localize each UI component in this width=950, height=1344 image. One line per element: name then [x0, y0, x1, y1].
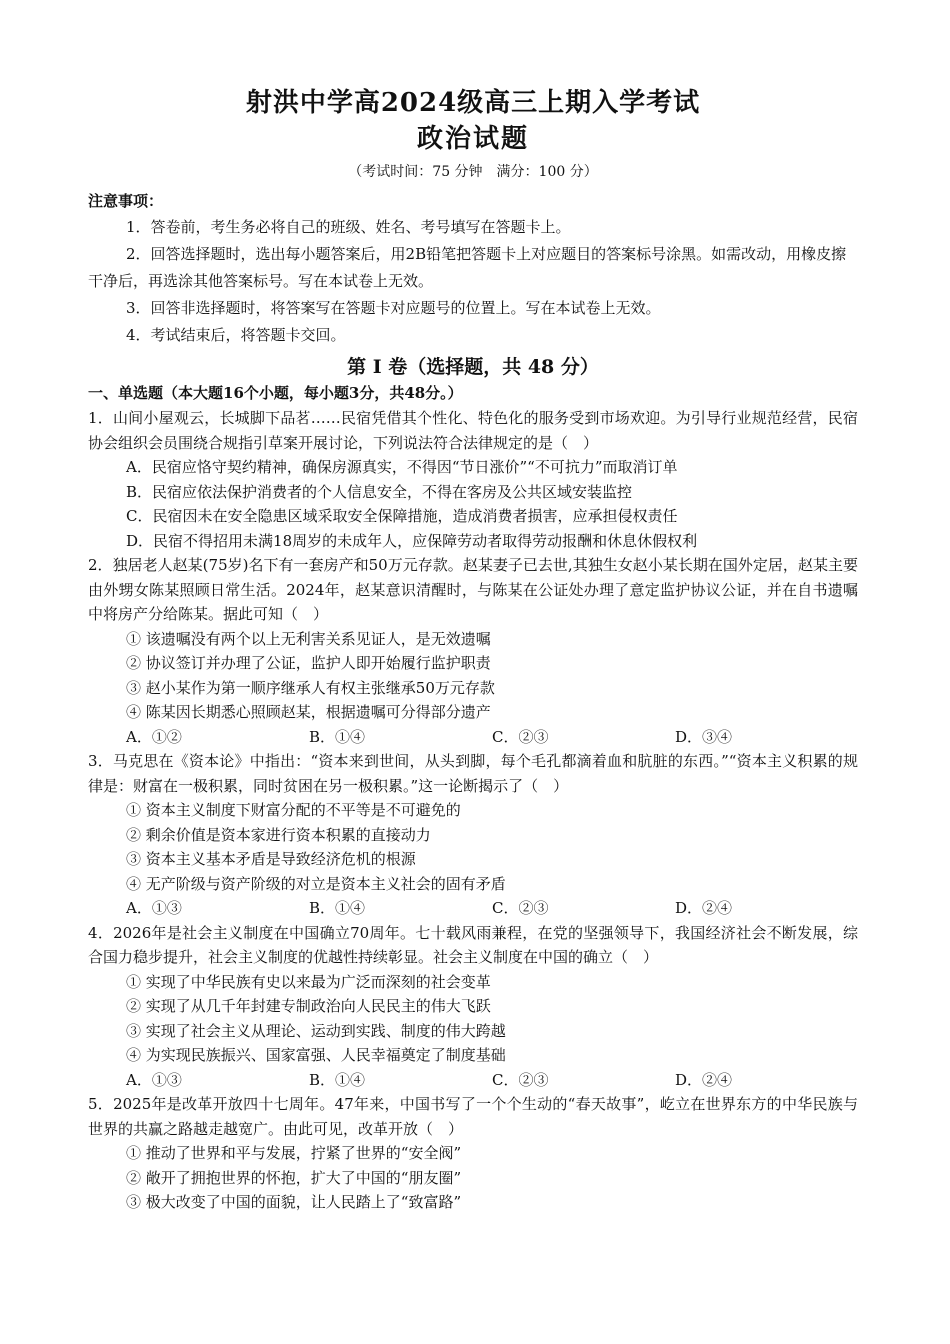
question-3-stem: 3．马克思在《资本论》中指出：“资本来到世间，从头到脚，每个毛孔都滴着血和肮脏的东西。”“资本主义积累的规律是：财富在一极积累，同时贫困在另一极积累。”这一论断揭示了（ ） — [88, 752, 858, 795]
question-3-item: ① 资本主义制度下财富分配的不平等是不可避免的 — [126, 801, 461, 819]
section-title: 第 I 卷（选择题，共 48 分） — [347, 356, 599, 378]
exam-title: 射洪中学高2024级高三上期入学考试 — [245, 88, 701, 118]
question-1-option-d: D．民宿不得招用未满18周岁的未成年人，应保障劳动者取得劳动报酬和休息休假权利 — [126, 531, 698, 550]
choice-a: A．①③ — [126, 1070, 182, 1089]
exam-page — [88, 88, 858, 1215]
choice-c: C．②③ — [492, 1070, 549, 1089]
question-4-choices — [88, 1068, 858, 1093]
notes-heading: 注意事项： — [88, 192, 164, 210]
question-5-item: ① 推动了世界和平与发展，拧紧了世界的“安全阀” — [126, 1144, 462, 1162]
note-item: 1．答卷前，考生务必将自己的班级、姓名、考号填写在答题卡上。 — [126, 218, 571, 236]
question-1-option-a: A．民宿应恪守契约精神，确保房源真实，不得因“节日涨价”“不可抗力”而取消订单 — [126, 458, 678, 476]
note-item: 2．回答选择题时，选出每小题答案后，用2B铅笔把答题卡上对应题目的答案标号涂黑。如需改动，用橡皮擦干净后，再选涂其他答案标号。写在本试卷上无效。 — [88, 245, 847, 290]
question-1-option-c: C．民宿因未在安全隐患区域采取安全保障措施，造成消费者损害，应承担侵权责任 — [126, 507, 678, 525]
question-3-choices — [88, 896, 858, 921]
choice-a: A．①③ — [126, 899, 182, 917]
question-5-stem: 5．2025年是改革开放四十七周年。47年来，中国书写了一个个生动的“春天故事”，屹立在世界东方的中华民族与世界的共赢之路越走越宽广。由此可见，改革开放（ ） — [88, 1095, 858, 1138]
note-item: 4．考试结束后，将答题卡交回。 — [126, 326, 346, 344]
question-2-stem: 2．独居老人赵某(75岁)名下有一套房产和50万元存款。赵某妻子已去世,其独生女赵小某长期在国外定居，赵某主要由外甥女陈某照顾日常生活。2024年，赵某意识清醒时，与陈某在公证处办理了意定监护协议公证，并在自书遗嘱中将房产分给陈某。据此可知（ ） — [88, 556, 858, 623]
question-5-item: ③ 极大改变了中国的面貌，让人民踏上了“致富路” — [126, 1193, 462, 1211]
choice-b: B．①④ — [309, 1070, 366, 1089]
question-4-item: ① 实现了中华民族有史以来最为广泛而深刻的社会变革 — [126, 972, 491, 991]
question-3-item: ② 剩余价值是资本家进行资本积累的直接动力 — [126, 825, 431, 844]
question-1-option-b: B．民宿应依法保护消费者的个人信息安全，不得在客房及公共区域安装监控 — [126, 482, 633, 501]
question-2-item: ① 该遗嘱没有两个以上无利害关系见证人，是无效遗嘱 — [126, 629, 491, 648]
question-4-stem: 4．2026年是社会主义制度在中国确立70周年。七十载风雨兼程，在党的坚强领导下，我国经济社会不断发展，综合国力稳步提升，社会主义制度的优越性持续彰显。社会主义制度在中国的确立（ ） — [88, 923, 858, 966]
choice-d: D．②④ — [675, 1070, 733, 1089]
note-item: 3．回答非选择题时，将答案写在答题卡对应题号的位置上。写在本试卷上无效。 — [126, 299, 661, 317]
question-2-choices — [88, 725, 858, 750]
question-2-item: ④ 陈某因长期悉心照顾赵某，根据遗嘱可分得部分遗产 — [126, 703, 491, 721]
choice-b: B．①④ — [309, 899, 366, 917]
question-4-item: ② 实现了从几千年封建专制政治向人民民主的伟大飞跃 — [126, 997, 491, 1015]
part-title: 一、单选题（本大题16个小题，每小题3分，共48分。） — [88, 384, 463, 402]
question-2-item: ② 协议签订并办理了公证，监护人即开始履行监护职责 — [126, 654, 491, 672]
question-3-item: ③ 资本主义基本矛盾是导致经济危机的根源 — [126, 850, 416, 868]
question-4-item: ③ 实现了社会主义从理论、运动到实践、制度的伟大跨越 — [126, 1021, 506, 1040]
question-2-item: ③ 赵小某作为第一顺序继承人有权主张继承50万元存款 — [126, 678, 495, 697]
question-1-stem: 1．山间小屋观云，长城脚下品茗……民宿凭借其个性化、特色化的服务受到市场欢迎。为引导行业规范经营，民宿协会组织会员围绕合规指引草案开展讨论，下列说法符合法律规定的是（ ） — [88, 409, 858, 452]
choice-d: D．②④ — [675, 899, 733, 917]
choice-d: D．③④ — [675, 727, 733, 746]
question-5-item: ② 敞开了拥抱世界的怀抱，扩大了中国的“朋友圈” — [126, 1168, 462, 1187]
exam-time-score: （考试时间：75 分钟 满分：100 分） — [348, 164, 598, 180]
question-3-item: ④ 无产阶级与资产阶级的对立是资本主义社会的固有矛盾 — [126, 874, 506, 893]
choice-b: B．①④ — [309, 727, 366, 746]
choice-c: C．②③ — [492, 899, 549, 917]
exam-subject: 政治试题 — [416, 124, 529, 154]
choice-c: C．②③ — [492, 727, 549, 746]
choice-a: A．①② — [126, 727, 182, 746]
question-4-item: ④ 为实现民族振兴、国家富强、人民幸福奠定了制度基础 — [126, 1046, 506, 1064]
